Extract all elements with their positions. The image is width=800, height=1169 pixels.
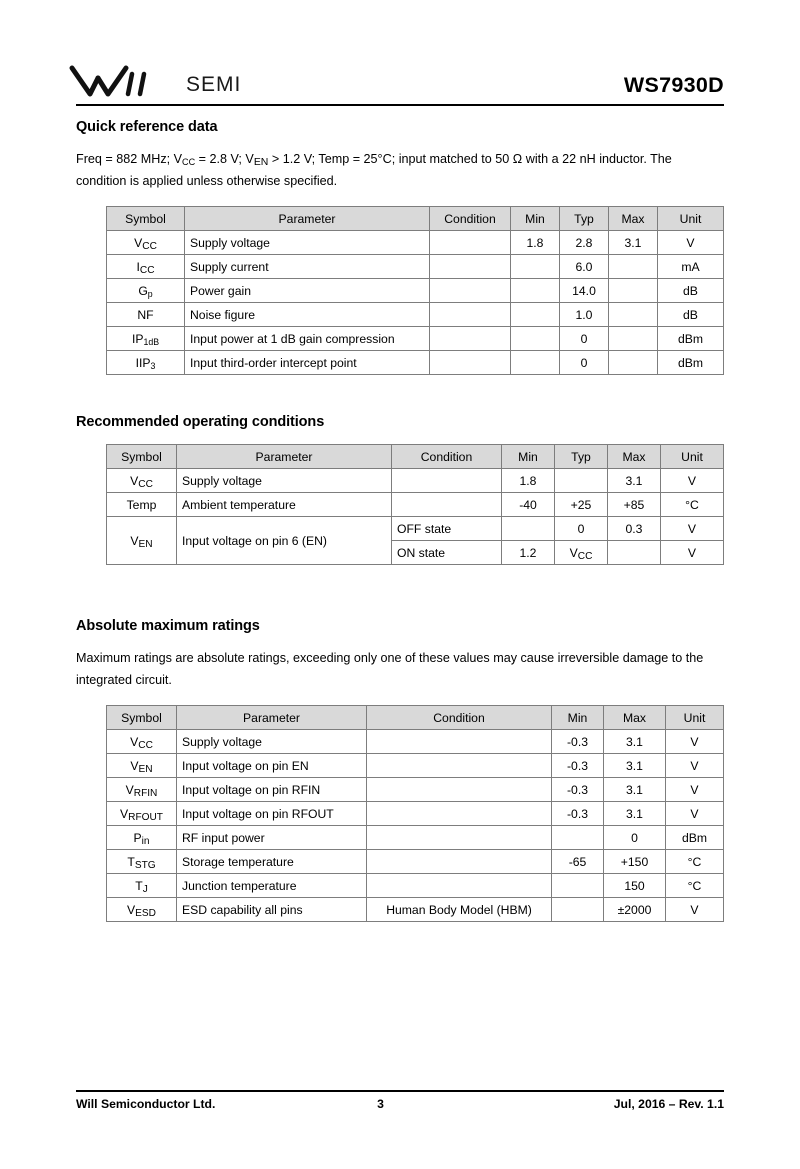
cell-min bbox=[552, 826, 604, 850]
cell-min bbox=[511, 303, 560, 327]
cell-symbol: NF bbox=[107, 303, 185, 327]
datasheet-page bbox=[0, 38, 800, 1169]
table-row bbox=[107, 778, 724, 802]
cell-symbol: Temp bbox=[107, 493, 177, 517]
col-condition: Condition bbox=[430, 207, 511, 231]
cell-parameter: Supply voltage bbox=[177, 469, 392, 493]
cell-parameter: Supply voltage bbox=[185, 231, 430, 255]
cell-condition bbox=[367, 754, 552, 778]
cell-min bbox=[552, 874, 604, 898]
footer-revision: Jul, 2016 – Rev. 1.1 bbox=[613, 1097, 724, 1111]
cell-max: 150 bbox=[604, 874, 666, 898]
cell-condition bbox=[430, 231, 511, 255]
table-row bbox=[107, 327, 724, 351]
cell-symbol: $T_J$ bbox=[107, 874, 177, 898]
cell-max bbox=[609, 351, 658, 375]
cell-condition bbox=[367, 730, 552, 754]
table-row bbox=[107, 730, 724, 754]
cell-max bbox=[609, 327, 658, 351]
col-parameter: Parameter bbox=[185, 207, 430, 231]
section-title-absolute-max: Absolute maximum ratings bbox=[76, 618, 260, 635]
cell-condition bbox=[430, 303, 511, 327]
cell-unit: mA bbox=[658, 255, 724, 279]
cell-symbol: $V_{EN}$ bbox=[107, 754, 177, 778]
cell-parameter: Input third-order intercept point bbox=[185, 351, 430, 375]
part-number: WS7930D bbox=[623, 73, 724, 97]
cell-typ: 2.8 bbox=[560, 231, 609, 255]
cell-max: 3.1 bbox=[604, 730, 666, 754]
cell-condition bbox=[430, 351, 511, 375]
cell-symbol: $T_{STG}$ bbox=[107, 850, 177, 874]
cell-symbol: $V_{CC}$ bbox=[107, 231, 185, 255]
cell-parameter: Supply voltage bbox=[177, 730, 367, 754]
footer-company: Will Semiconductor Ltd. bbox=[76, 1097, 216, 1111]
cell-min: 1.8 bbox=[511, 231, 560, 255]
table-header-row bbox=[107, 706, 724, 730]
cell-condition bbox=[392, 493, 502, 517]
cell-symbol: $V_{CC}$ bbox=[107, 469, 177, 493]
recommended-operating-conditions-table bbox=[106, 444, 724, 565]
cell-min bbox=[511, 351, 560, 375]
table-row bbox=[107, 255, 724, 279]
table-row bbox=[107, 898, 724, 922]
col-max: Max bbox=[604, 706, 666, 730]
cell-condition: Human Body Model (HBM) bbox=[367, 898, 552, 922]
cell-parameter: Junction temperature bbox=[177, 874, 367, 898]
cell-unit: dBm bbox=[658, 351, 724, 375]
cell-parameter: Input voltage on pin RFOUT bbox=[177, 802, 367, 826]
col-typ: Typ bbox=[560, 207, 609, 231]
cell-condition bbox=[430, 255, 511, 279]
cell-parameter: Supply current bbox=[185, 255, 430, 279]
quick-reference-table bbox=[106, 206, 724, 375]
cell-typ: 1.0 bbox=[560, 303, 609, 327]
col-typ: Typ bbox=[555, 445, 608, 469]
cell-condition bbox=[430, 279, 511, 303]
cell-unit: V bbox=[666, 754, 724, 778]
cell-unit: V bbox=[666, 898, 724, 922]
table-row bbox=[107, 493, 724, 517]
cell-condition bbox=[367, 826, 552, 850]
cell-unit: dB bbox=[658, 303, 724, 327]
cell-min: -0.3 bbox=[552, 802, 604, 826]
cell-condition: OFF state bbox=[392, 517, 502, 541]
col-unit: Unit bbox=[658, 207, 724, 231]
table-row bbox=[107, 826, 724, 850]
cell-typ: 0 bbox=[555, 517, 608, 541]
cell-condition bbox=[367, 850, 552, 874]
cell-typ: 0 bbox=[560, 327, 609, 351]
table-row bbox=[107, 517, 724, 541]
col-symbol: Symbol bbox=[107, 207, 185, 231]
col-symbol: Symbol bbox=[107, 706, 177, 730]
cell-max: +150 bbox=[604, 850, 666, 874]
cell-unit: °C bbox=[666, 874, 724, 898]
absolute-max-note: Maximum ratings are absolute ratings, exceeding only one of these values may cause irreversible damage to the integrated circuit. bbox=[76, 651, 704, 688]
cell-min: 1.8 bbox=[502, 469, 555, 493]
cell-max: 3.1 bbox=[604, 802, 666, 826]
col-unit: Unit bbox=[661, 445, 724, 469]
table-row bbox=[107, 802, 724, 826]
table-row bbox=[107, 351, 724, 375]
cell-condition: ON state bbox=[392, 541, 502, 565]
table-row bbox=[107, 754, 724, 778]
cell-parameter: Storage temperature bbox=[177, 850, 367, 874]
cell-min: 1.2 bbox=[502, 541, 555, 565]
cell-min bbox=[511, 279, 560, 303]
cell-symbol: $G_p$ bbox=[107, 279, 185, 303]
cell-parameter: Noise figure bbox=[185, 303, 430, 327]
cell-unit: V bbox=[661, 541, 724, 565]
table-row bbox=[107, 303, 724, 327]
quick-reference-note: Freq = 882 MHz; $V_{CC} = 2.8$ V; $V_{EN} > 1.2$ V; Temp = 25°C; input matched to 50 Ω with a 22 nH inductor. The condition is applied unless otherwise specified. bbox=[76, 152, 672, 189]
cell-min: -0.3 bbox=[552, 754, 604, 778]
cell-min: -0.3 bbox=[552, 730, 604, 754]
cell-parameter: ESD capability all pins bbox=[177, 898, 367, 922]
page-footer bbox=[76, 1090, 724, 1111]
footer-page-number: 3 bbox=[377, 1097, 384, 1111]
cell-max bbox=[609, 303, 658, 327]
table-row bbox=[107, 874, 724, 898]
cell-min: -0.3 bbox=[552, 778, 604, 802]
cell-unit: V bbox=[661, 469, 724, 493]
cell-max: 3.1 bbox=[608, 469, 661, 493]
cell-max: +85 bbox=[608, 493, 661, 517]
col-symbol: Symbol bbox=[107, 445, 177, 469]
cell-parameter: Ambient temperature bbox=[177, 493, 392, 517]
cell-min bbox=[511, 327, 560, 351]
cell-unit: dBm bbox=[658, 327, 724, 351]
cell-unit: dBm bbox=[666, 826, 724, 850]
will-logo-icon bbox=[68, 64, 241, 100]
section-title-recommended: Recommended operating conditions bbox=[76, 414, 325, 431]
cell-max: 3.1 bbox=[604, 754, 666, 778]
cell-unit: V bbox=[661, 517, 724, 541]
cell-min: -40 bbox=[502, 493, 555, 517]
cell-condition bbox=[430, 327, 511, 351]
table-header-row bbox=[107, 445, 724, 469]
cell-unit: dB bbox=[658, 279, 724, 303]
cell-unit: °C bbox=[661, 493, 724, 517]
table-header-row bbox=[107, 207, 724, 231]
cell-symbol: $I_{CC}$ bbox=[107, 255, 185, 279]
cell-max: 3.1 bbox=[604, 778, 666, 802]
cell-min bbox=[552, 898, 604, 922]
cell-parameter: Input voltage on pin EN bbox=[177, 754, 367, 778]
cell-typ: +25 bbox=[555, 493, 608, 517]
cell-condition bbox=[367, 778, 552, 802]
cell-condition bbox=[392, 469, 502, 493]
cell-symbol: $V_{CC}$ bbox=[107, 730, 177, 754]
cell-max: 3.1 bbox=[609, 231, 658, 255]
cell-parameter: Power gain bbox=[185, 279, 430, 303]
cell-min: -65 bbox=[552, 850, 604, 874]
logo-wordmark: SEMI bbox=[186, 73, 242, 96]
cell-max: ±2000 bbox=[604, 898, 666, 922]
col-condition: Condition bbox=[392, 445, 502, 469]
col-min: Min bbox=[511, 207, 560, 231]
col-max: Max bbox=[609, 207, 658, 231]
cell-parameter: Input voltage on pin RFIN bbox=[177, 778, 367, 802]
section-title-quick-reference: Quick reference data bbox=[76, 119, 218, 135]
cell-max bbox=[609, 255, 658, 279]
table-row bbox=[107, 850, 724, 874]
cell-min bbox=[511, 255, 560, 279]
cell-typ: 0 bbox=[560, 351, 609, 375]
cell-symbol: $P_{in}$ bbox=[107, 826, 177, 850]
cell-symbol: $V_{ESD}$ bbox=[107, 898, 177, 922]
cell-typ: 6.0 bbox=[560, 255, 609, 279]
cell-parameter: Input power at 1 dB gain compression bbox=[185, 327, 430, 351]
col-min: Min bbox=[502, 445, 555, 469]
cell-unit: V bbox=[658, 231, 724, 255]
cell-typ: $V_{CC}$ bbox=[555, 541, 608, 565]
cell-parameter: Input voltage on pin 6 (EN) bbox=[177, 517, 392, 565]
cell-unit: V bbox=[666, 802, 724, 826]
cell-min bbox=[502, 517, 555, 541]
page-header bbox=[76, 38, 724, 106]
cell-symbol: $IIP_3$ bbox=[107, 351, 185, 375]
cell-max bbox=[608, 541, 661, 565]
cell-condition bbox=[367, 874, 552, 898]
col-min: Min bbox=[552, 706, 604, 730]
cell-symbol: $V_{RFOUT}$ bbox=[107, 802, 177, 826]
col-condition: Condition bbox=[367, 706, 552, 730]
cell-symbol: $V_{RFIN}$ bbox=[107, 778, 177, 802]
cell-max bbox=[609, 279, 658, 303]
col-parameter: Parameter bbox=[177, 706, 367, 730]
cell-max: 0 bbox=[604, 826, 666, 850]
col-parameter: Parameter bbox=[177, 445, 392, 469]
cell-condition bbox=[367, 802, 552, 826]
col-max: Max bbox=[608, 445, 661, 469]
cell-symbol: $V_{EN}$ bbox=[107, 517, 177, 565]
cell-symbol: $IP_{1dB}$ bbox=[107, 327, 185, 351]
cell-max: 0.3 bbox=[608, 517, 661, 541]
table-row bbox=[107, 231, 724, 255]
cell-typ: 14.0 bbox=[560, 279, 609, 303]
cell-unit: °C bbox=[666, 850, 724, 874]
cell-unit: V bbox=[666, 778, 724, 802]
table-row bbox=[107, 469, 724, 493]
absolute-maximum-ratings-table bbox=[106, 705, 724, 922]
table-row bbox=[107, 279, 724, 303]
cell-unit: V bbox=[666, 730, 724, 754]
cell-typ bbox=[555, 469, 608, 493]
col-unit: Unit bbox=[666, 706, 724, 730]
cell-parameter: RF input power bbox=[177, 826, 367, 850]
